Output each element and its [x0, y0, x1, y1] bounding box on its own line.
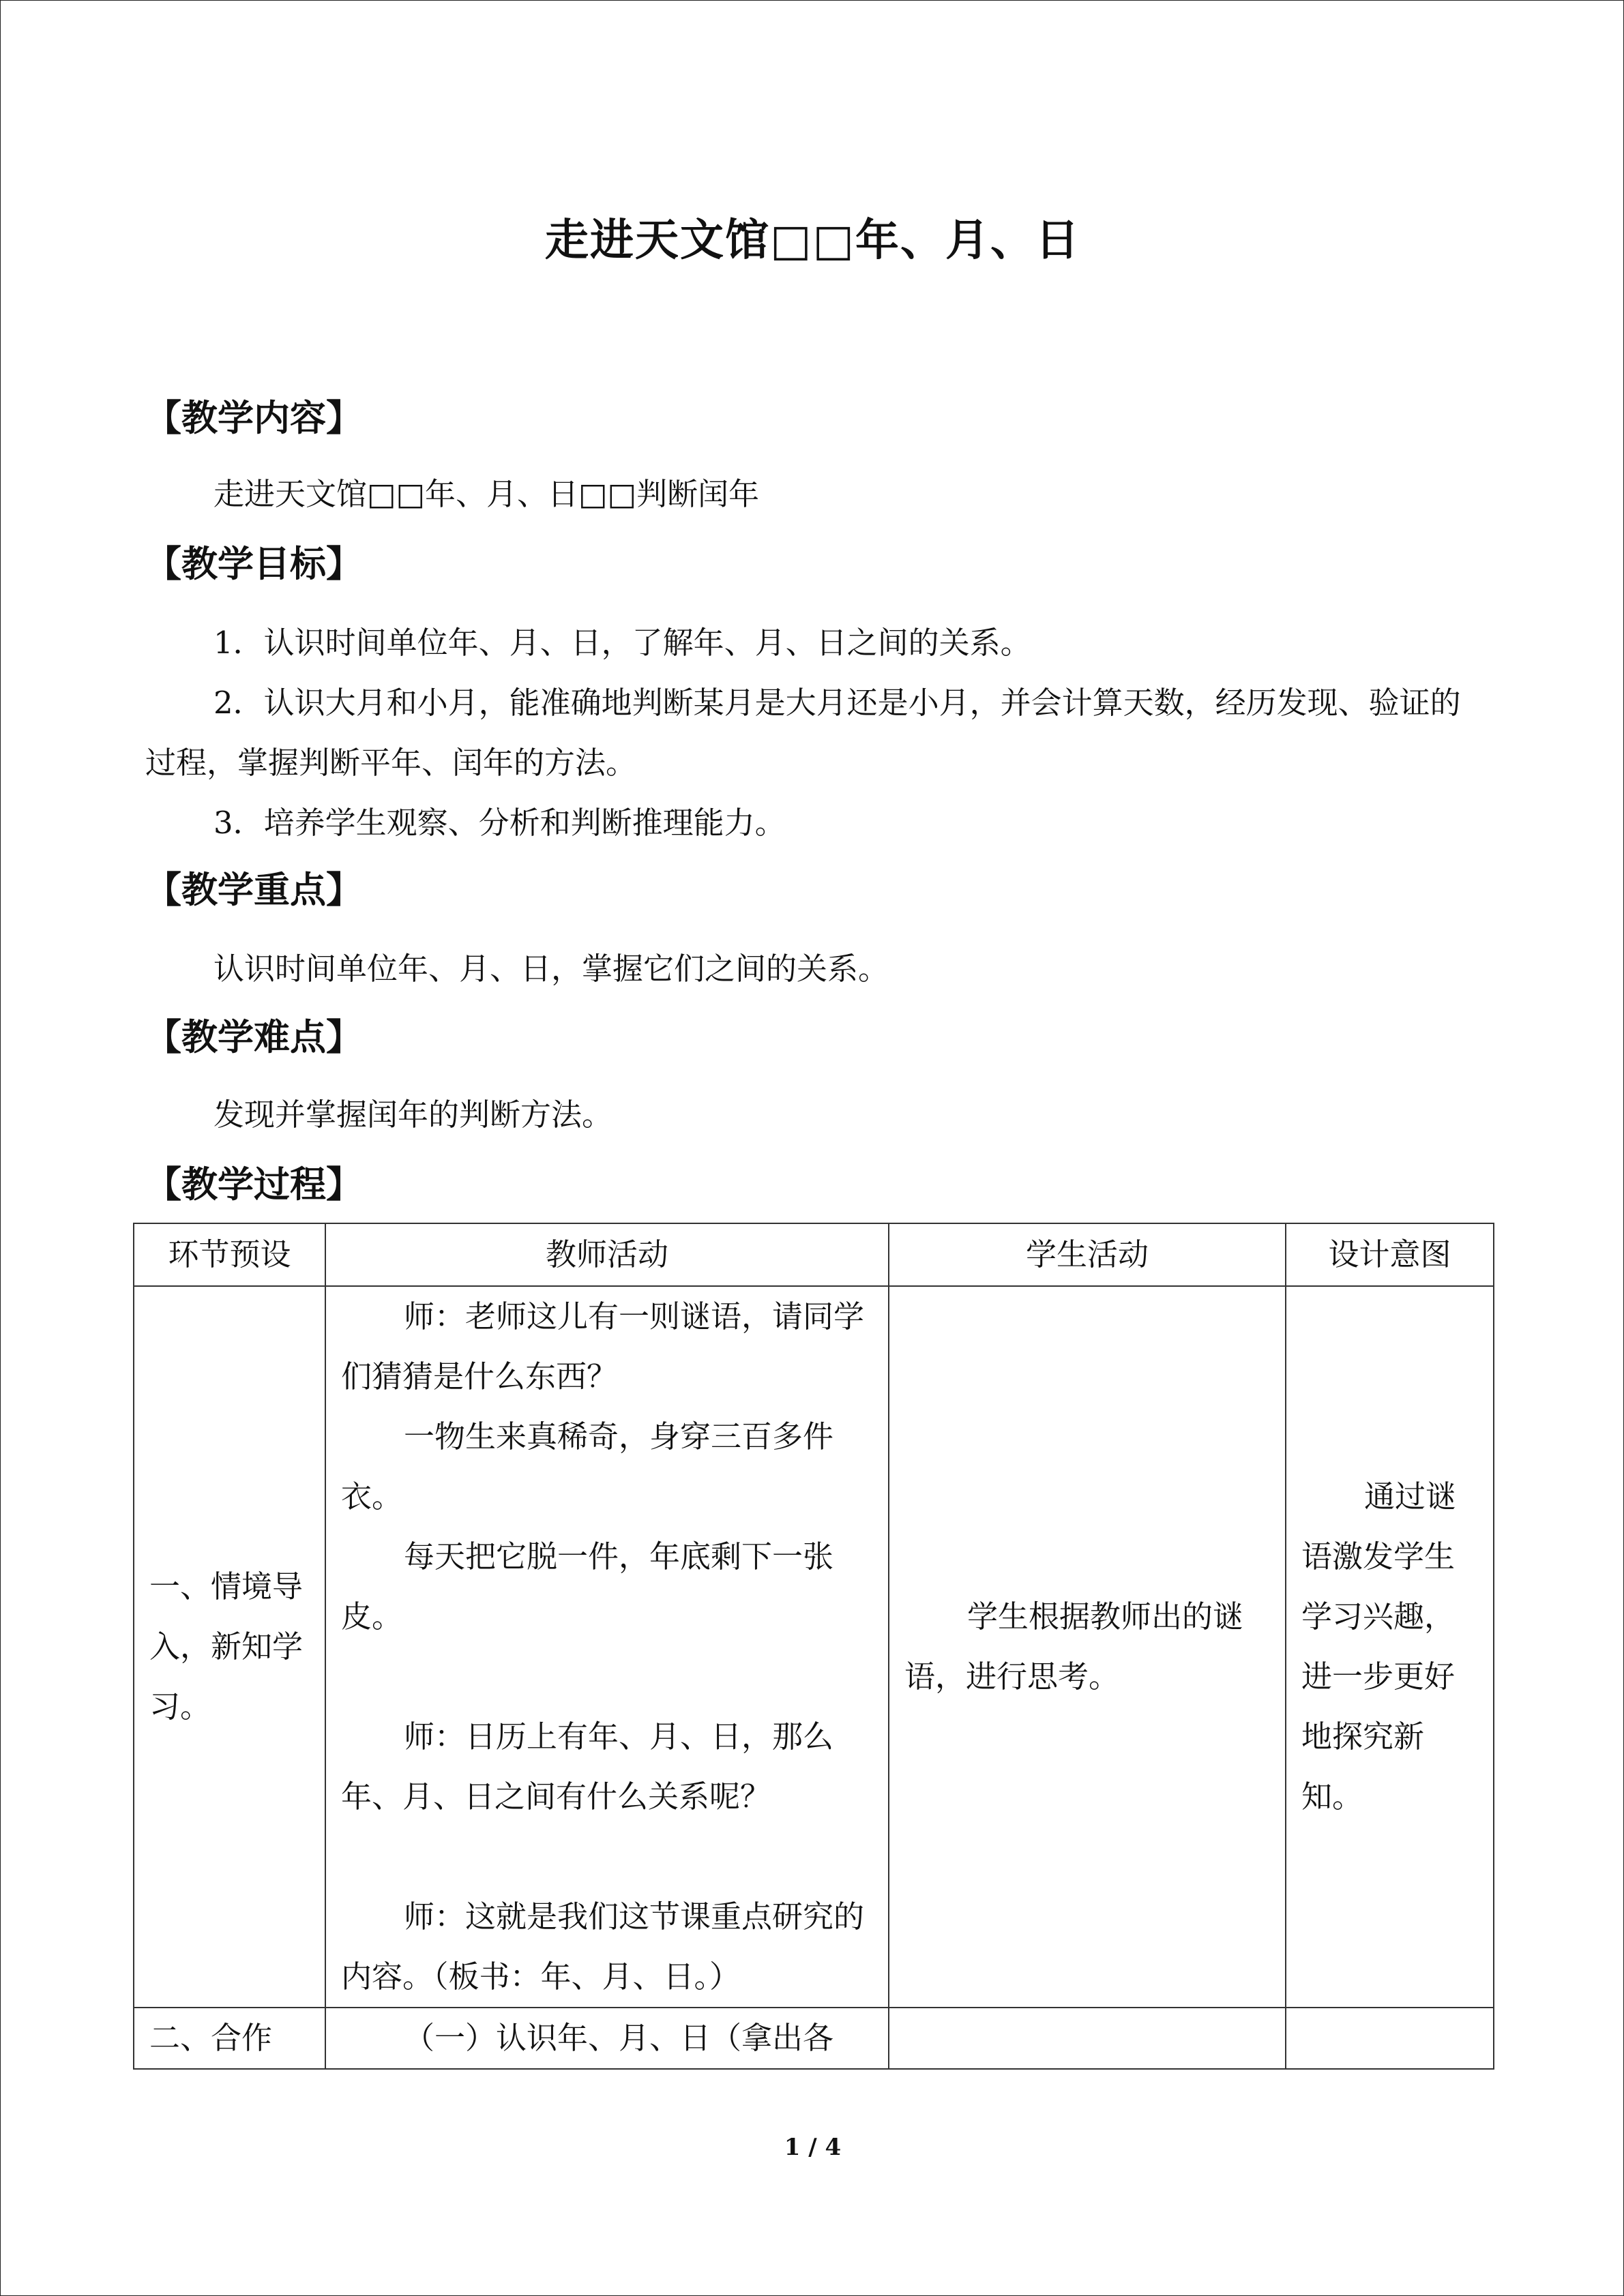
key-points-text: 认识时间单位年、月、日，掌握它们之间的关系。 [213, 951, 889, 987]
goal-item-2: 2．认识大月和小月，能准确地判断某月是大月还是小月，并会计算天数，经历发现、验证的过程，掌握判断平年、闰年的方法。 [145, 685, 1461, 781]
stage-cell: 二、合作 [134, 2008, 325, 2069]
section-heading-key-points: 【教学重点】 [145, 869, 362, 911]
intent-cell [1286, 1286, 1494, 2008]
header-teacher: 教师活动 [325, 1223, 889, 1286]
section-heading-process: 【教学过程】 [145, 1163, 362, 1206]
teacher-spacer [341, 1647, 873, 1707]
content-text: 走进天文馆□□年、月、日□□判断闰年 [213, 476, 760, 512]
student-text: 学生根据教师出的谜语，进行思考。 [904, 1598, 1244, 1695]
header-stage: 环节预设 [134, 1223, 325, 1286]
goals-list [145, 613, 1482, 853]
student-cell [889, 2008, 1286, 2069]
teacher-line: 每天把它脱一件，年底剩下一张皮。 [341, 1538, 834, 1635]
teacher-line: 一物生来真稀奇，身穿三百多件衣。 [341, 1418, 834, 1515]
intent-text: 通过谜语激发学生学习兴趣，进一步更好地探究新知。 [1301, 1478, 1457, 1815]
section-heading-content: 【教学内容】 [145, 397, 362, 439]
teacher-cell [325, 1286, 889, 2008]
table-row [134, 1286, 1494, 2008]
process-table [133, 1223, 1494, 2070]
teacher-line: （一）认识年、月、日（拿出各 [404, 2020, 834, 2056]
student-cell [889, 1286, 1286, 2008]
table-row [134, 2008, 1494, 2069]
goal-item-1: 1．认识时间单位年、月、日，了解年、月、日之间的关系。 [213, 625, 1031, 661]
header-intent: 设计意图 [1286, 1223, 1494, 1286]
teacher-line: 师：这就是我们这节课重点研究的内容。（板书：年、月、日。） [341, 1898, 865, 1995]
teacher-line: 师：日历上有年、月、日，那么年、月、日之间有什么关系呢？ [341, 1718, 834, 1815]
goal-item-3: 3．培养学生观察、分析和判断推理能力。 [213, 805, 786, 841]
teacher-line: 师：老师这儿有一则谜语，请同学们猜猜是什么东西？ [341, 1298, 865, 1395]
page-indicator: 1 / 4 [784, 2134, 842, 2161]
stage-cell: 一、情境导入，新知学习。 [134, 1286, 325, 2008]
section-heading-goals: 【教学目标】 [145, 543, 362, 585]
difficulties-text: 发现并掌握闰年的判断方法。 [213, 1097, 613, 1133]
document-title: 走进天文馆□□年、月、日 [545, 215, 1080, 266]
teacher-cell [325, 2008, 889, 2069]
section-heading-difficulties: 【教学难点】 [145, 1016, 362, 1058]
table-header-row [134, 1223, 1494, 1286]
header-student: 学生活动 [889, 1223, 1286, 1286]
intent-cell [1286, 2008, 1494, 2069]
teacher-spacer [341, 1827, 873, 1887]
